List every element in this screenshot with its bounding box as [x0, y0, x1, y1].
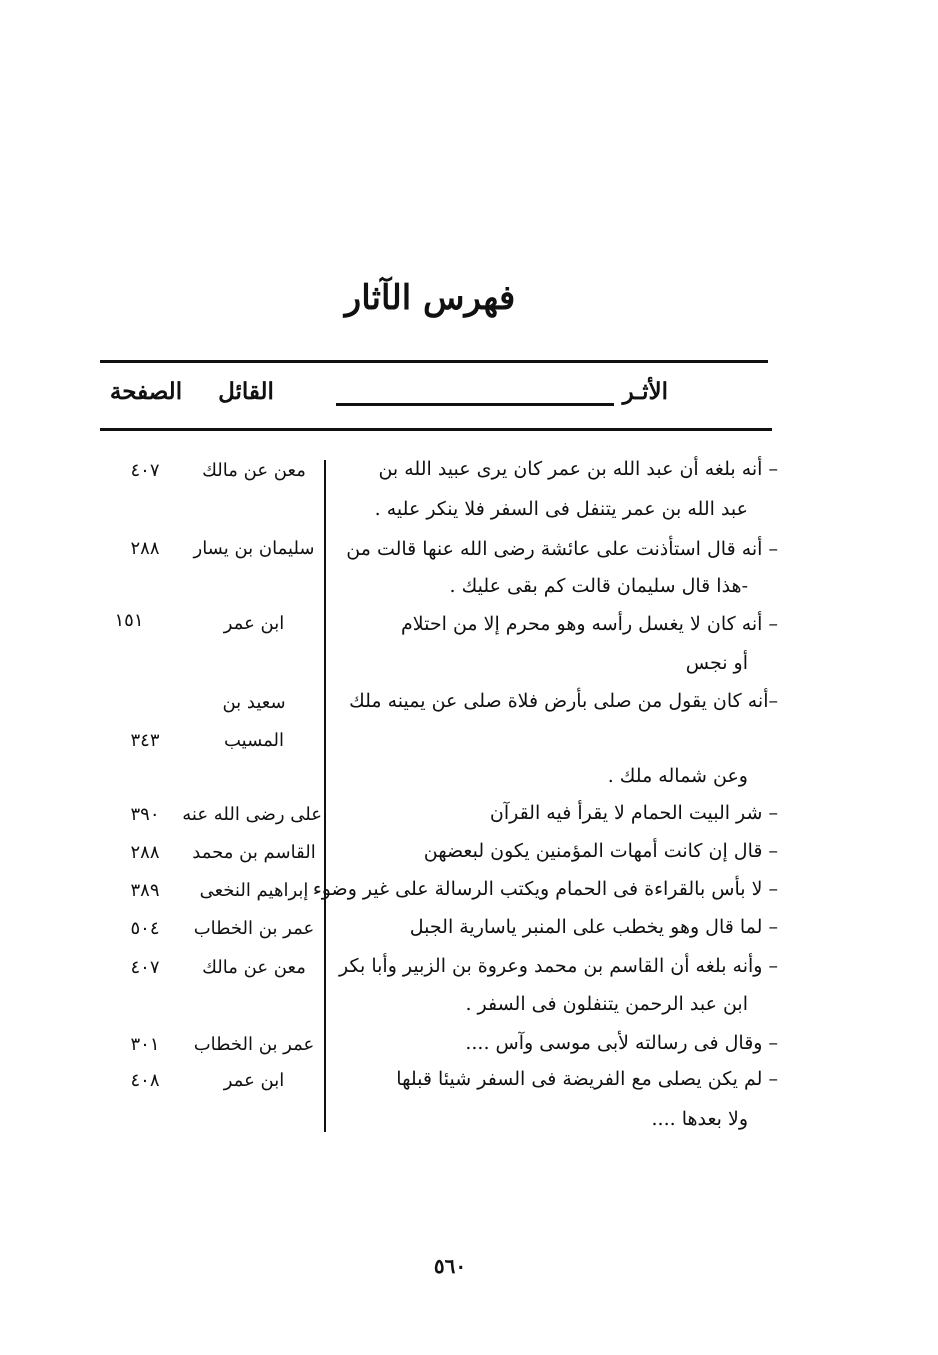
athar-line: أو نجس [685, 652, 748, 674]
qaail-cell: سعيد بن [222, 692, 286, 713]
qaail-cell: عمر بن الخطاب [193, 918, 315, 939]
header-athar-line [336, 403, 614, 406]
page-cell: ٢٨٨ [130, 842, 160, 863]
qaail-cell: إبراهيم النخعى [199, 880, 309, 901]
qaail-cell: معن عن مالك [202, 957, 306, 978]
page-cell: ٤٠٧ [130, 957, 160, 978]
qaail-cell: ابن عمر [223, 1070, 285, 1091]
page-cell: ٢٨٨ [130, 538, 160, 559]
qaail-cell: القاسم بن محمد [192, 842, 316, 863]
header-page: الصفحة [109, 378, 183, 405]
page-title: فهرس الآثار [344, 278, 516, 318]
page-cell: ٣٩٠ [130, 804, 160, 825]
athar-line: –أنه كان يقول من صلى بأرض فلاة صلى عن يمينه ملك [349, 690, 778, 712]
athar-line: عبد الله بن عمر يتنفل فى السفر فلا ينكر عليه . [374, 498, 748, 520]
page-cell: ٣٠١ [130, 1034, 160, 1055]
athar-line: -هذا قال سليمان قالت كم بقى عليك . [449, 575, 748, 597]
athar-line: – وأنه بلغه أن القاسم بن محمد وعروة بن الزبير وأبا بكر [339, 955, 778, 977]
qaail-cell: سليمان بن يسار [193, 538, 315, 559]
page-number: ٥٦٠ [433, 1254, 467, 1278]
athar-line: – شر البيت الحمام لا يقرأ فيه القرآن [489, 802, 778, 824]
athar-line: – لما قال وهو يخطب على المنبر ياسارية الجبل [409, 916, 778, 938]
athar-line: – أنه بلغه أن عبد الله بن عمر كان يرى عبيد الله بن [378, 458, 778, 480]
header-qaail: القائل [218, 378, 274, 405]
header-rule [100, 428, 772, 431]
athar-line: ابن عبد الرحمن يتنفلون فى السفر . [465, 993, 748, 1015]
athar-line: – أنه كان لا يغسل رأسه وهو محرم إلا من احتلام [401, 613, 778, 635]
qaail-cell: المسيب [223, 730, 285, 751]
qaail-cell: عمر بن الخطاب [193, 1034, 315, 1055]
athar-line: – أنه قال استأذنت على عائشة رضى الله عنها قالت من [346, 538, 778, 560]
athar-line: – قال إن كانت أمهات المؤمنين يكون لبعضهن [423, 840, 778, 862]
athar-line: – لم يكن يصلى مع الفريضة فى السفر شيئا قبلها [396, 1068, 778, 1090]
qaail-cell: على رضى الله عنه [182, 804, 322, 825]
page-cell: ٤٠٨ [130, 1070, 160, 1091]
page-cell: ٣٤٣ [130, 730, 160, 751]
top-rule [100, 360, 768, 363]
header-athar: الأثـر [622, 378, 668, 405]
athar-line: ولا بعدها .... [651, 1108, 748, 1130]
athar-line: وعن شماله ملك . [607, 765, 748, 787]
page-cell: ٥٠٤ [130, 918, 160, 939]
athar-line: – لا بأس بالقراءة فى الحمام ويكتب الرسالة على غير وضوء [312, 878, 778, 900]
qaail-cell: ابن عمر [223, 613, 285, 634]
page-cell: ١٥١ [114, 610, 144, 631]
page-cell: ٣٨٩ [130, 880, 160, 901]
qaail-cell: معن عن مالك [202, 460, 306, 481]
athar-line: – وقال فى رسالته لأبى موسى وآس .... [465, 1032, 778, 1054]
page-cell: ٤٠٧ [130, 460, 160, 481]
